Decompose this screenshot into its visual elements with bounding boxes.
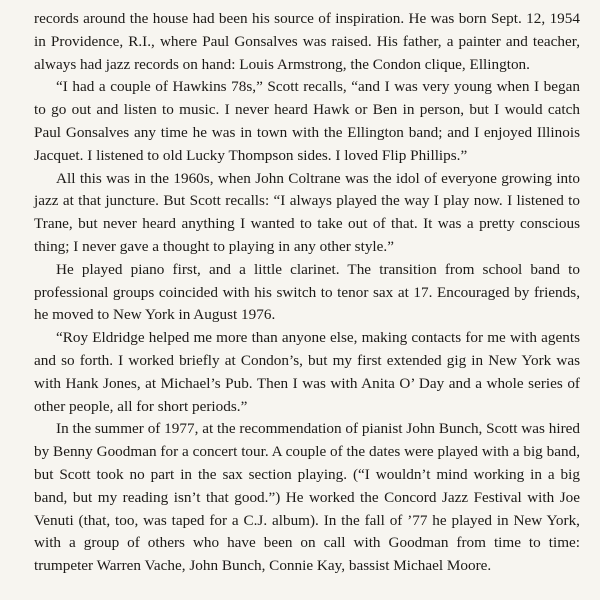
paragraph-roy-eldridge-quote: “Roy Eldridge helped me more than anyone else, making contacts for me with agents and so forth. I worked briefly at Condon’s, but my first extended gig in New York was with Hank Jones, at Michael’s Pub. Then I was with Anita O’ Day and a whole series of other people, all for short periods.” [34,329,580,415]
paragraph-early-instruments: He played piano first, and a little clarinet. The transition from school band to professional groups coincided with his switch to tenor sax at 17. Encouraged by friends, he moved to New York in August 1976. [34,260,580,324]
paragraph-hawkins-quote: “I had a couple of Hawkins 78s,” Scott recalls, “and I was very young when I began to go out and listen to music. I never heard Hawk or Ben in person, but I would catch Paul Gonsalves any time he was in town with the Ellington band; and I enjoyed Illinois Jacquet. I listened to old Lucky Thompson sides. I loved Flip Phillips.” [34,78,580,164]
paragraph-goodman-tour: In the summer of 1977, at the recommendation of pianist John Bunch, Scott was hired by Benny Goodman for a concert tour. A couple of the dates were played with a big band, but Scott took no part in the sax section playing. (“I wouldn’t mind working in a big band, but my reading isn’t that good.”) He worked the Concord Jazz Festival with Joe Venuti (that, too, was taped for a C.J. album). In the fall of ’77 he played in New York, with a group of others who have been on call with Goodman from time to time: trumpeter Warren Vache, John Bunch, Connie Kay, bassist Michael Moore. [34,420,580,575]
paragraph-inspiration: records around the house had been his source of inspiration. He was born Sept. 12, 1954 in Providence, R.I., where Paul Gonsalves was raised. His father, a painter and teacher, always had jazz records on hand: Louis Armstrong, the Condon clique, Ellington. [34,10,580,73]
paragraph-coltrane-era: All this was in the 1960s, when John Coltrane was the idol of everyone growing into jazz at that juncture. But Scott recalls: “I always played the way I play now. I listened to Trane, but never heard anything I wanted to take out of that. It was a pretty conscious thing; I never gave a thought to playing in any other style.” [34,169,580,255]
